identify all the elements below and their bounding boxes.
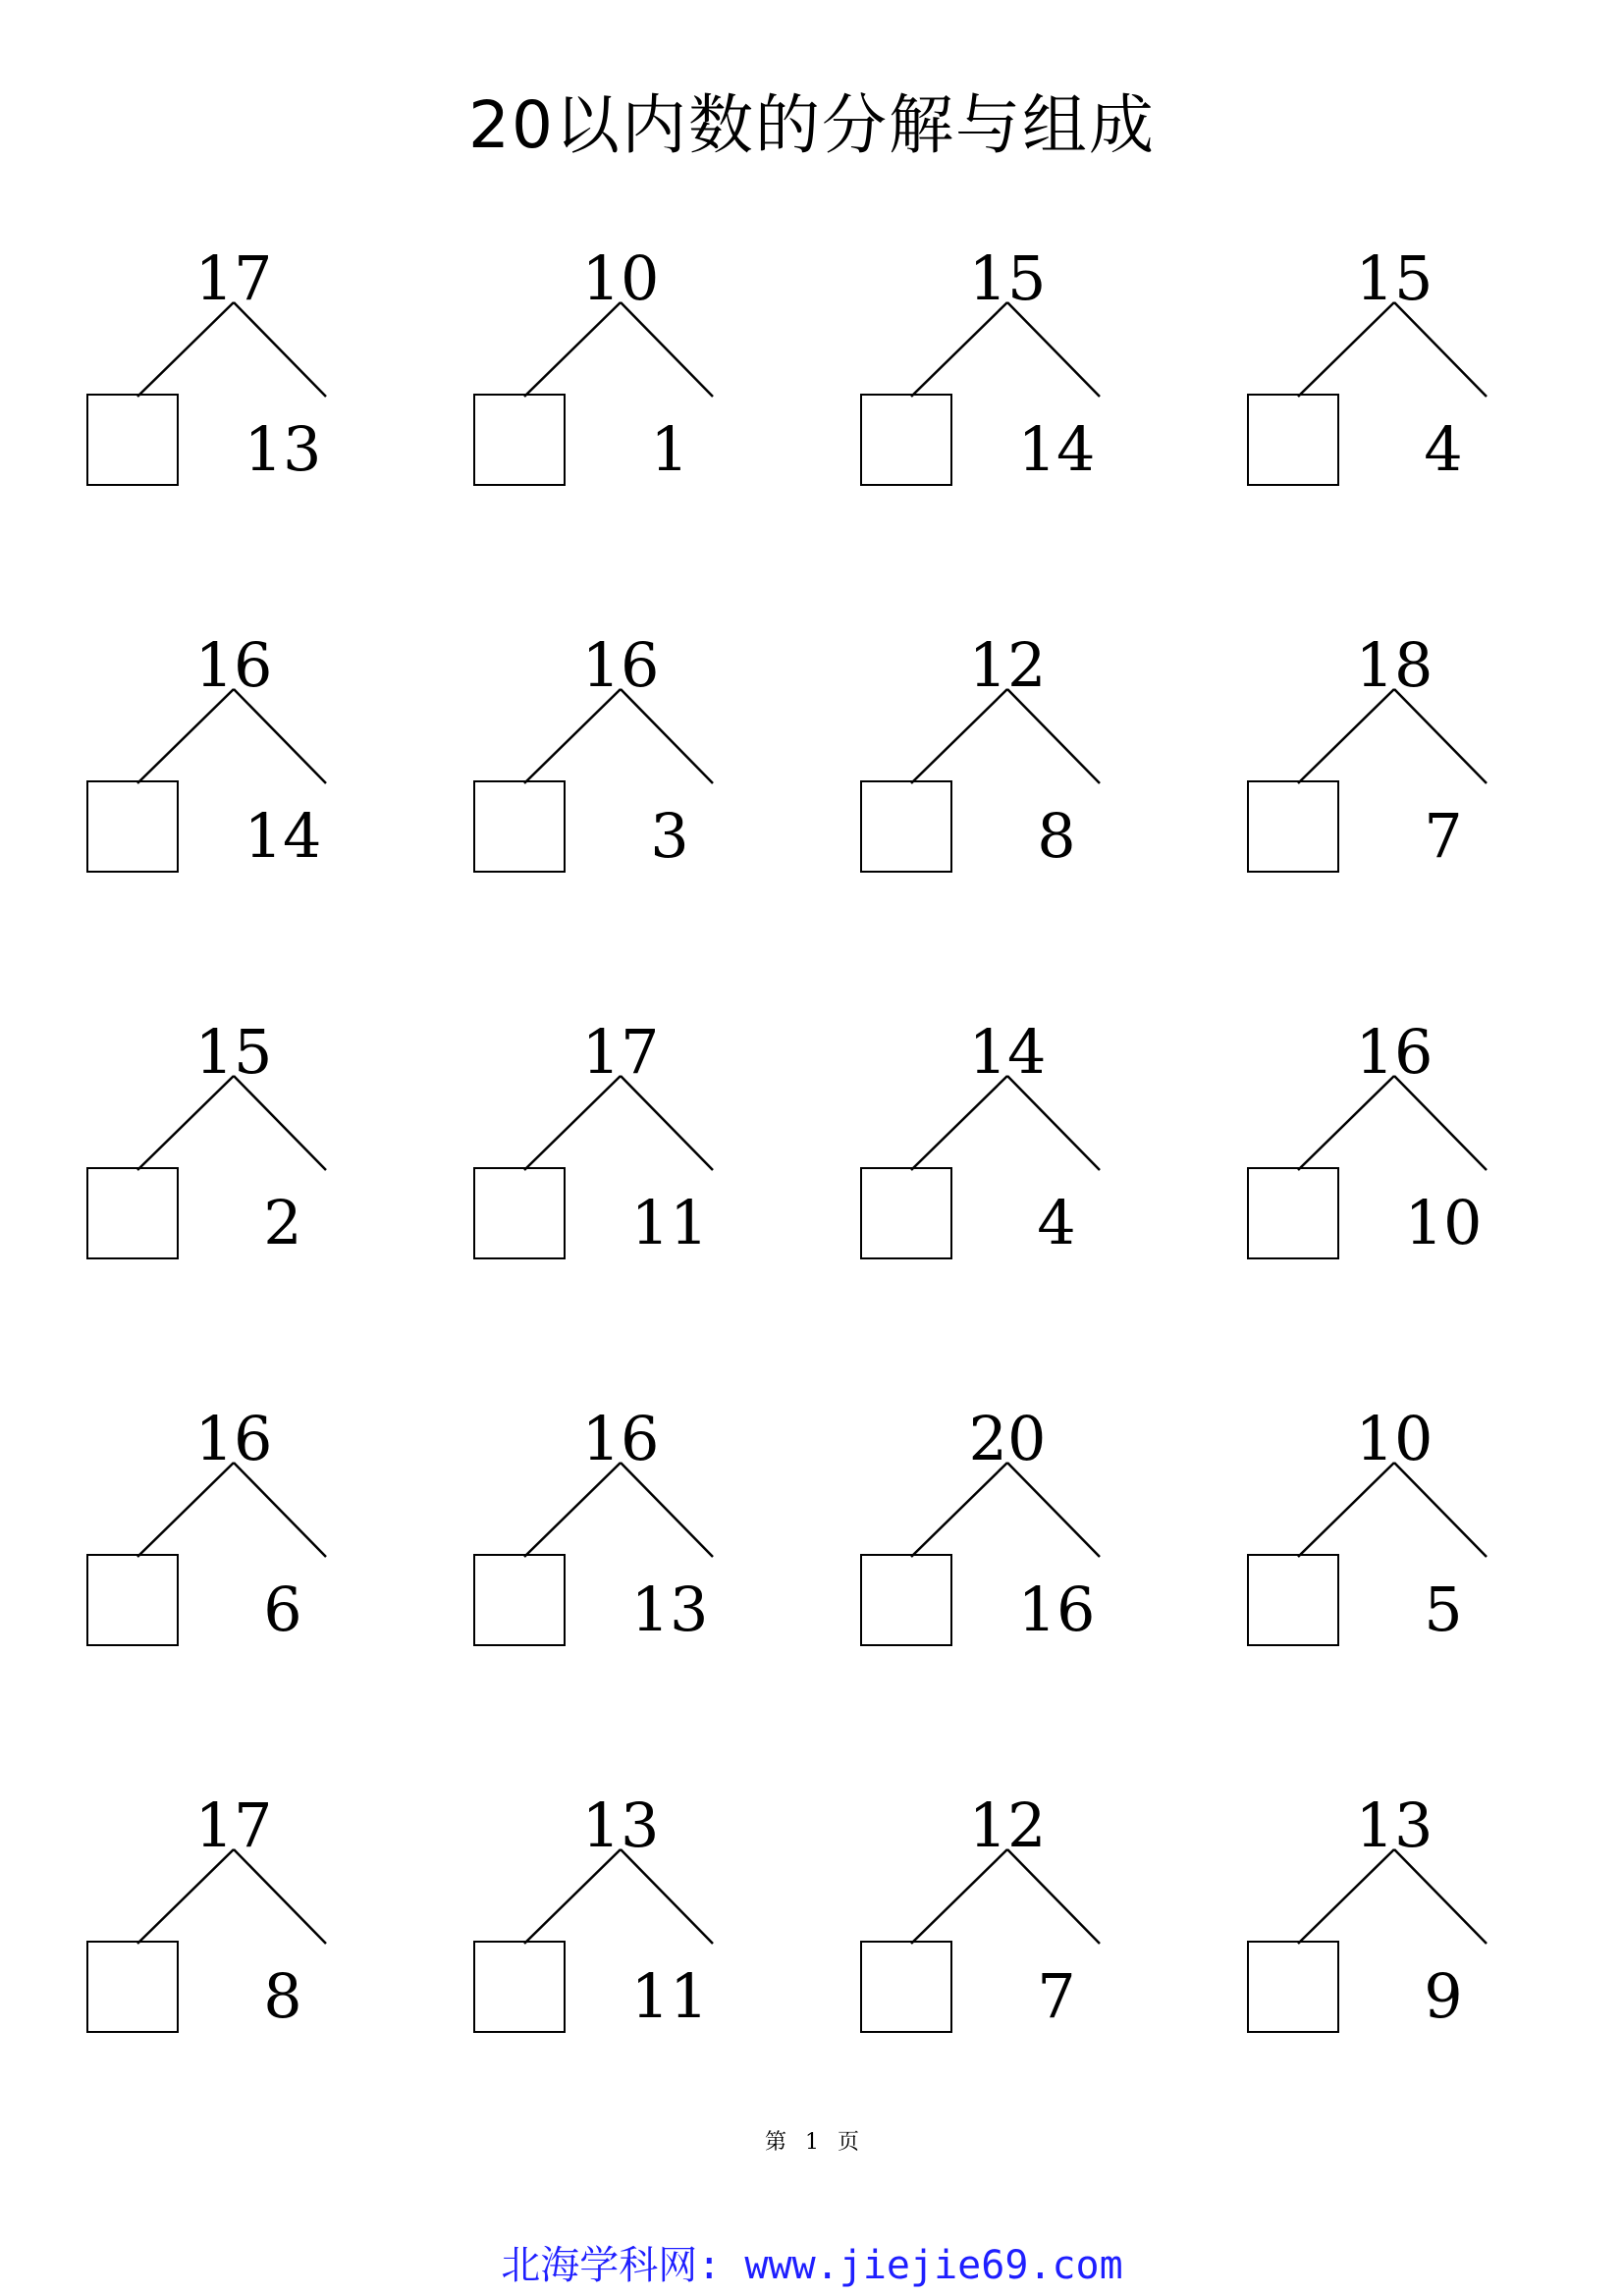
known-part-number: 1 (650, 413, 689, 485)
known-part-number: 4 (1037, 1187, 1076, 1258)
answer-box[interactable] (473, 394, 566, 486)
known-part-number: 8 (1037, 800, 1076, 872)
decomposition-problem (860, 995, 1155, 1290)
known-part-number: 8 (263, 1960, 302, 2032)
answer-box[interactable] (1247, 394, 1339, 486)
known-part-number: 6 (263, 1574, 302, 1645)
right-branch-line (1394, 1076, 1487, 1170)
left-branch-line (1298, 1463, 1394, 1557)
total-number: 18 (1355, 629, 1434, 701)
answer-box[interactable] (86, 1941, 179, 2033)
known-part-number: 4 (1424, 413, 1463, 485)
left-branch-line (1298, 302, 1394, 397)
right-branch-line (1007, 302, 1100, 397)
right-branch-line (234, 1463, 326, 1557)
decomposition-problem (86, 1382, 381, 1677)
answer-box[interactable] (860, 1167, 952, 1259)
answer-box[interactable] (1247, 1554, 1339, 1646)
right-branch-line (1007, 1463, 1100, 1557)
known-part-number: 7 (1424, 800, 1463, 872)
page-number-suffix: 页 (838, 2130, 860, 2155)
answer-box[interactable] (860, 1554, 952, 1646)
total-number: 12 (968, 629, 1047, 701)
decomposition-problem (1247, 609, 1542, 903)
decomposition-problem (473, 1769, 768, 2063)
left-branch-line (524, 1849, 621, 1944)
known-part-number: 13 (244, 413, 322, 485)
left-branch-line (911, 302, 1007, 397)
answer-box[interactable] (473, 1167, 566, 1259)
decomposition-problem (86, 1769, 381, 2063)
right-branch-line (234, 1076, 326, 1170)
decomposition-problem (473, 222, 768, 516)
decomposition-problem (1247, 1382, 1542, 1677)
right-branch-line (621, 1849, 713, 1944)
total-number: 15 (194, 1016, 273, 1088)
known-part-number: 10 (1404, 1187, 1483, 1258)
total-number: 10 (581, 242, 660, 314)
left-branch-line (524, 689, 621, 783)
left-branch-line (1298, 689, 1394, 783)
left-branch-line (137, 1463, 234, 1557)
right-branch-line (621, 1463, 713, 1557)
right-branch-line (1007, 1849, 1100, 1944)
decomposition-problem (860, 222, 1155, 516)
right-branch-line (621, 302, 713, 397)
known-part-number: 7 (1037, 1960, 1076, 2032)
footer-link[interactable]: 北海学科网: www.jiejie69.com (501, 2243, 1123, 2288)
answer-box[interactable] (86, 394, 179, 486)
page-number (0, 2128, 1624, 2158)
total-number: 17 (194, 1789, 273, 1861)
total-number: 15 (968, 242, 1047, 314)
decomposition-problem (1247, 222, 1542, 516)
known-part-number: 9 (1424, 1960, 1463, 2032)
known-part-number: 16 (1017, 1574, 1096, 1645)
total-number: 12 (968, 1789, 1047, 1861)
right-branch-line (234, 689, 326, 783)
left-branch-line (911, 1463, 1007, 1557)
answer-box[interactable] (86, 1554, 179, 1646)
left-branch-line (137, 1076, 234, 1170)
left-branch-line (524, 1076, 621, 1170)
total-number: 16 (581, 629, 660, 701)
known-part-number: 5 (1424, 1574, 1463, 1645)
right-branch-line (1394, 302, 1487, 397)
decomposition-problem (473, 995, 768, 1290)
answer-box[interactable] (86, 780, 179, 873)
page-number-value: 1 (805, 2130, 819, 2155)
answer-box[interactable] (473, 780, 566, 873)
known-part-number: 14 (1017, 413, 1096, 485)
right-branch-line (1394, 1463, 1487, 1557)
known-part-number: 13 (630, 1574, 709, 1645)
page-number-prefix: 第 (764, 2130, 786, 2155)
decomposition-problem (860, 1382, 1155, 1677)
answer-box[interactable] (473, 1941, 566, 2033)
known-part-number: 14 (244, 800, 322, 872)
decomposition-problem (473, 609, 768, 903)
total-number: 16 (194, 1403, 273, 1474)
total-number: 16 (581, 1403, 660, 1474)
left-branch-line (137, 1849, 234, 1944)
answer-box[interactable] (860, 780, 952, 873)
total-number: 13 (581, 1789, 660, 1861)
answer-box[interactable] (1247, 780, 1339, 873)
right-branch-line (234, 1849, 326, 1944)
left-branch-line (524, 1463, 621, 1557)
left-branch-line (911, 689, 1007, 783)
known-part-number: 11 (630, 1187, 709, 1258)
left-branch-line (1298, 1849, 1394, 1944)
right-branch-line (234, 302, 326, 397)
answer-box[interactable] (860, 394, 952, 486)
decomposition-problem (473, 1382, 768, 1677)
answer-box[interactable] (860, 1941, 952, 2033)
left-branch-line (524, 302, 621, 397)
right-branch-line (1007, 1076, 1100, 1170)
decomposition-problem (86, 609, 381, 903)
right-branch-line (621, 689, 713, 783)
total-number: 13 (1355, 1789, 1434, 1861)
total-number: 16 (194, 629, 273, 701)
total-number: 20 (968, 1403, 1047, 1474)
left-branch-line (911, 1849, 1007, 1944)
left-branch-line (911, 1076, 1007, 1170)
decomposition-problem (860, 1769, 1155, 2063)
total-number: 17 (581, 1016, 660, 1088)
known-part-number: 11 (630, 1960, 709, 2032)
known-part-number: 3 (650, 800, 689, 872)
total-number: 17 (194, 242, 273, 314)
left-branch-line (137, 689, 234, 783)
left-branch-line (137, 302, 234, 397)
answer-box[interactable] (1247, 1167, 1339, 1259)
right-branch-line (621, 1076, 713, 1170)
total-number: 15 (1355, 242, 1434, 314)
total-number: 10 (1355, 1403, 1434, 1474)
decomposition-problem (1247, 995, 1542, 1290)
answer-box[interactable] (473, 1554, 566, 1646)
answer-box[interactable] (1247, 1941, 1339, 2033)
decomposition-problem (860, 609, 1155, 903)
answer-box[interactable] (86, 1167, 179, 1259)
known-part-number: 2 (263, 1187, 302, 1258)
page-title: 20以内数的分解与组成 (468, 87, 1156, 163)
right-branch-line (1394, 689, 1487, 783)
total-number: 16 (1355, 1016, 1434, 1088)
decomposition-problem (1247, 1769, 1542, 2063)
decomposition-problem (86, 995, 381, 1290)
right-branch-line (1007, 689, 1100, 783)
decomposition-problem (86, 222, 381, 516)
right-branch-line (1394, 1849, 1487, 1944)
total-number: 14 (968, 1016, 1047, 1088)
left-branch-line (1298, 1076, 1394, 1170)
